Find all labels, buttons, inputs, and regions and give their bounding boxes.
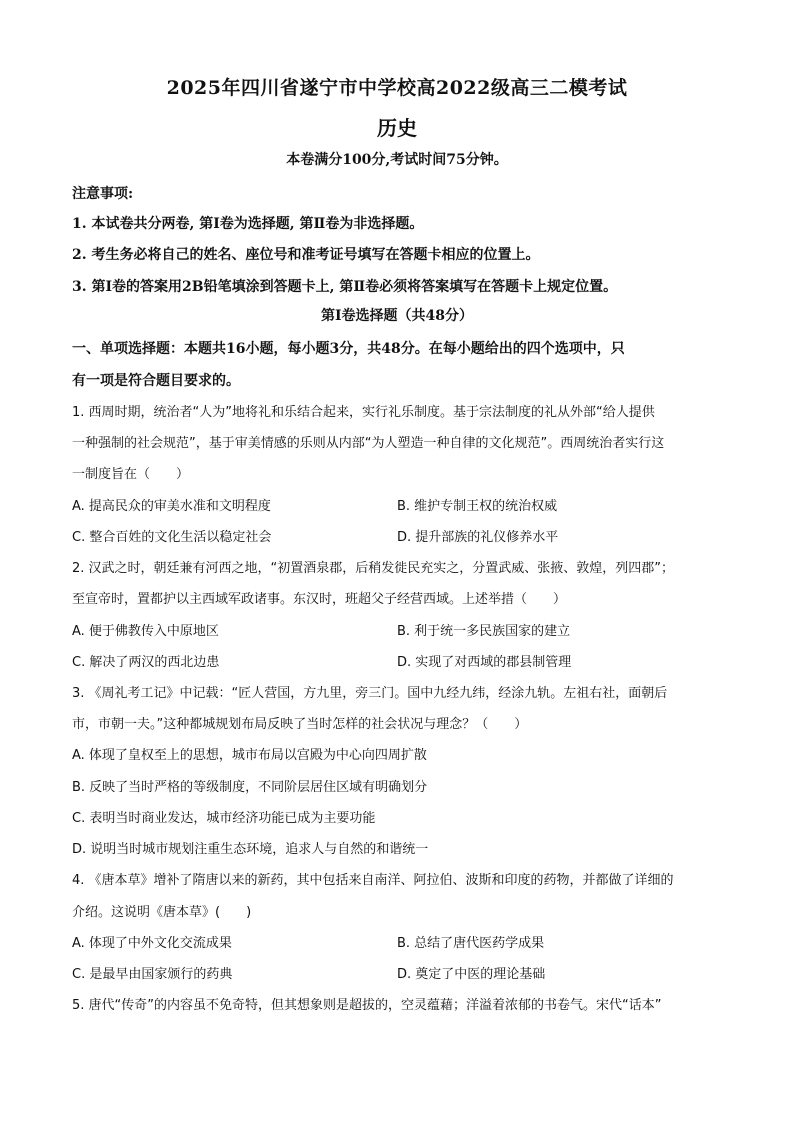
question-3-text: 市，市朝一夫。”这种都城规划布局反映了当时怎样的社会状况与理念？（ ） [72, 717, 528, 732]
question-4-text: 介绍。这说明《唐本草》( ) [72, 905, 252, 920]
note-item: 2. 考生务必将自己的姓名、座位号和准考证号填写在答题卡相应的位置上。 [72, 247, 540, 263]
section-instruction: 一、单项选择题：本题共16小题，每小题3分，共48分。在每小题给出的四个选项中，只 [72, 341, 625, 357]
question-2-text: 至宣帝时，置都护以主西域军政诸事。东汉时，班超父子经营西域。上述举措（ ） [72, 592, 567, 607]
section-title: 第Ⅰ卷选择题（共48分） [320, 308, 474, 324]
question-4-option-d: D. 奠定了中医的理论基础 [397, 967, 546, 982]
question-2-text: 2. 汉武之时，朝廷兼有河西之地，“初置酒泉郡，后稍发徙民充实之，分置武威、张掖、敦煌，列四郡”； [72, 561, 675, 576]
question-2-option-d: D. 实现了对西域的郡县制管理 [397, 655, 572, 670]
notes-heading: 注意事项: [72, 186, 134, 202]
question-4-option-c: C. 是最早由国家颁行的药典 [72, 967, 233, 982]
question-1-option-d: D. 提升部族的礼仪修养水平 [397, 530, 559, 545]
question-4-option-b: B. 总结了唐代医药学成果 [397, 936, 545, 951]
section-instruction: 有一项是符合题目要求的。 [72, 373, 240, 389]
question-2-option-a: A. 便于佛教传入中原地区 [72, 624, 219, 639]
question-3-option-a: A. 体现了皇权至上的思想，城市布局以宫殿为中心向四周扩散 [72, 748, 427, 763]
note-item: 1. 本试卷共分两卷, 第Ⅰ卷为选择题, 第Ⅱ卷为非选择题。 [72, 216, 424, 232]
question-1-text: 1. 西周时期，统治者“人为”地将礼和乐结合起来，实行礼乐制度。基于宗法制度的礼从外部“给人提供 [72, 405, 655, 420]
exam-title: 2025年四川省遂宁市中学校高2022级高三二模考试 [166, 77, 628, 99]
question-1-text: 一种强制的社会规范”，基于审美情感的乐则从内部“为人塑造一种自律的文化规范”。西周统治者实行这 [72, 436, 665, 451]
question-4-option-a: A. 体现了中外文化交流成果 [72, 936, 232, 951]
question-3-text: 3. 《周礼考工记》中记载：“匠人营国，方九里，旁三门。国中九经九纬，经涂九轨。左祖右社，面朝后 [72, 686, 668, 701]
question-1-text: 一制度旨在（ ） [72, 467, 190, 482]
note-item: 3. 第Ⅰ卷的答案用2B铅笔填涂到答题卡上, 第Ⅱ卷必须将答案填写在答题卡上规定位置。 [72, 279, 618, 295]
question-1-option-a: A. 提高民众的审美水准和文明程度 [72, 499, 271, 514]
question-3-option-b: B. 反映了当时严格的等级制度，不同阶层居住区域有明确划分 [72, 780, 428, 795]
question-2-option-c: C. 解决了两汉的西北边患 [72, 655, 220, 670]
question-5-text: 5. 唐代“传奇”的内容虽不免奇特，但其想象则是超拔的，空灵蕴藉；洋溢着浓郁的书卷气。宋代“话本” [72, 998, 662, 1013]
question-3-option-c: C. 表明当时商业发达，城市经济功能已成为主要功能 [72, 811, 376, 826]
question-3-option-d: D. 说明当时城市规划注重生态环境，追求人与自然的和谐统一 [72, 842, 429, 857]
question-1-option-c: C. 整合百姓的文化生活以稳定社会 [72, 530, 272, 545]
score-info: 本卷满分100分,考试时间75分钟。 [286, 152, 508, 168]
subject-title: 历史 [377, 116, 417, 140]
question-1-option-b: B. 维护专制王权的统治权威 [397, 499, 558, 514]
question-4-text: 4. 《唐本草》增补了隋唐以来的新药，其中包括来自南洋、阿拉伯、波斯和印度的药物，并都做了详细的 [72, 873, 674, 888]
question-2-option-b: B. 利于统一多民族国家的建立 [397, 624, 571, 639]
